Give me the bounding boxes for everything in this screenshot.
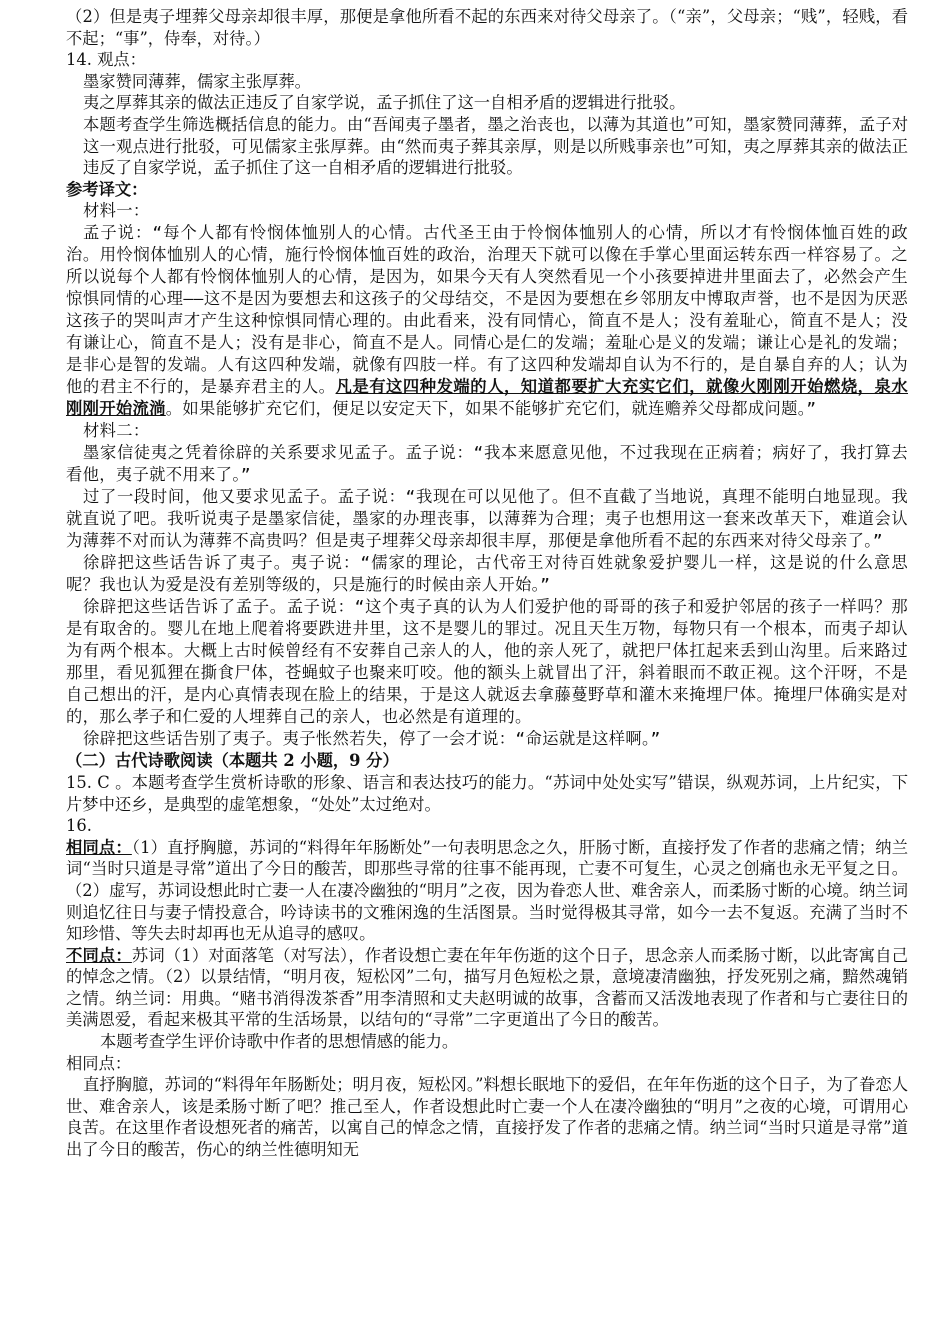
material-one-text xyxy=(66,222,908,420)
material-one-text-a: 孟子说：“每个人都有怜悯体恤别人的心情。古代圣王由于怜悯体恤别人的心情，所以才有怜悯体恤百姓的政治。用怜悯体恤别人的心情，施行怜悯体恤百姓的政治，治理天下就可以像在手掌心里面运转东西一样容易了。之所以说每个人都有怜悯体恤别人的心情，是因为，如果今天有人突然看见一个小孩要掉进井里面去了，必然会产生惊惧同情的心理——这不是因为要想去和这孩子的父母结交，不是因为要想在乡邻朋友中博取声誉，也不是因为厌恶这孩子的哭叫声才产生这种惊惧同情心理的。由此看来，没有同情心，简直不是人；没有羞耻心，简直不是人；没有谦让心，简直不是人；没有是非心，简直不是人。同情心是仁的发端；羞耻心是义的发端；谦让心是礼的发端；是非心是智的发端。人有这四种发端，就像有四肢一样。有了这四种发端却自认为不行的，是自暴自弃的人；认为他的君主不行的，是暴弃君主的人。 xyxy=(66,223,908,397)
material-two-para-5: 徐辟把这些话告别了夷子。夷子怅然若失，停了一会才说：“命运就是这样啊。” xyxy=(83,729,661,749)
material-two-para-2: 过了一段时间，他又要求见孟子。孟子说：“我现在可以见他了。但不直截了当地说，真理不能明白地显现。我就直说了吧。我听说夷子是墨家信徒，墨家的办理丧事，以薄葬为合理；夷子也想用这一套来改革天下，难道会认为薄葬不对而认为薄葬不高贵吗？但是夷子埋葬父母亲却很丰厚，那便是拿他所看不起的东西来对待父母亲了。” xyxy=(66,487,908,551)
q14-viewpoint-2: 夷之厚葬其亲的做法正违反了自家学说，孟子抓住了这一自相矛盾的逻辑进行批驳。 xyxy=(83,93,686,113)
q14-viewpoint-1: 墨家赞同薄葬，儒家主张厚葬。 xyxy=(83,71,311,91)
section-two-title: （二）古代诗歌阅读（本题共 2 小题，9 分） xyxy=(66,751,399,771)
q14-label: 14. 观点： xyxy=(66,50,146,70)
material-one-text-b: 。如果能够扩充它们，便足以安定天下，如果不能够扩充它们，就连赡养父母都成问题。” xyxy=(165,399,817,419)
diff-points-text: 苏词（1）对面落笔（对写法），作者设想亡妻在年年伤逝的这个日子，思念亲人而柔肠寸断，以此寄寓自己的悼念之情。（2）以景结情，“明月夜，短松冈”二句，描写月色短松之景，意境凄清幽独，抒发死别之痛，黯然魂销之情。纳兰词：用典。“赌书消得泼茶香”用李清照和丈夫赵明诚的故事，含蓄而又活泼地表现了作者和与亡妻往日的美满恩爱，看起来极其平常的生活场景，以结句的“寻常”二字更道出了今日的酸苦。 xyxy=(66,945,908,1030)
same-points-text: （1）直抒胸臆，苏词的“料得年年肠断处”一句表明思念之久，肝肠寸断，直接抒发了作者的悲痛之情；纳兰词“当时只道是寻常”道出了今日的酸苦，即那些寻常的往事不能再现，亡妻不可复生，心灵之创痛也永无平复之日。（2）虚写，苏词设想此时亡妻一人在凄冷幽独的“明月”之夜，因为眷恋人世、难舍亲人，而柔肠寸断的心境。纳兰词则追忆往日与妻子情投意合，吟诗读书的文雅闲逸的生活图景。当时觉得极其寻常，如今一去不复返。充满了当时不知珍惜、等失去时却再也无从追寻的感叹。 xyxy=(66,837,908,944)
same-points-text-2: 直抒胸臆，苏词的“料得年年肠断处；明月夜，短松冈。”料想长眠地下的爱侣，在年年伤逝的这个日子，为了眷恋人世、难舍亲人，该是柔肠寸断了吧？推己至人，作者设想此时亡妻一个人在凄冷幽独的“明月”之夜的心境，可谓用心良苦。在这里作者设想死者的痛苦，以寓自己的悼念之情，直接抒发了作者的悲痛之情。纳兰词“当时只道是寻常”道出了今日的酸苦，伤心的纳兰性德明知无 xyxy=(66,1075,908,1160)
material-two-para-4: 徐辟把这些话告诉了孟子。孟子说：“这个夷子真的认为人们爱护他的哥哥的孩子和爱护邻居的孩子一样吗？那是有取舍的。婴儿在地上爬着将要跌进井里，这不是婴儿的罪过。况且天生万物，每物只有一个根本，而夷子却认为有两个根本。大概上古时候曾经有不安葬自己亲人的人，他的亲人死了，就把尸体扛起来丢到山沟里。后来路过那里，看见狐狸在撕食尸体，苍蝇蚊子也聚来叮咬。他的额头上就冒出了汗，斜着眼而不敢正视。这个汗呀，不是自己想出的汗，是内心真情表现在脸上的结果，于是这人就返去拿藤蔓野草和灌木来掩埋尸体。掩埋尸体确实是对的，那么孝子和仁爱的人埋葬自己的亲人，也必然是有道理的。 xyxy=(66,597,908,727)
material-two-para-1: 墨家信徒夷之凭着徐辟的关系要求见孟子。孟子说：“我本来愿意见他，不过我现在正病着；病好了，我打算去看他，夷子就不用来了。” xyxy=(66,443,908,485)
material-two-para-3: 徐辟把这些话告诉了夷子。夷子说：“儒家的理论，古代帝王对待百姓就象爱护婴儿一样，这是说的什么意思呢？我也认为爱是没有差别等级的，只是施行的时候由亲人开始。” xyxy=(66,553,908,595)
q16-same-points xyxy=(66,837,908,945)
diff-points-label: 不同点： xyxy=(66,945,132,965)
q15-answer: 15. C 。本题考查学生赏析诗歌的形象、语言和表达技巧的能力。“苏词中处处实写”错误，纵观苏词，上片纪实，下片梦中还乡，是典型的虚笔想象，“处处”太过绝对。 xyxy=(66,772,908,814)
material-two-label: 材料二： xyxy=(83,421,150,441)
translation-title: 参考译文： xyxy=(66,179,148,199)
q16-diff-points xyxy=(66,945,908,1031)
q13-answer-2: （2）但是夷子埋葬父母亲却很丰厚，那便是拿他所看不起的东西来对待父母亲了。（“亲”，父母亲；“贱”，轻贱，看不起；“事”，侍奉，对待。） xyxy=(66,7,908,48)
same-points-label: 相同点： xyxy=(66,837,132,857)
material-one-label: 材料一： xyxy=(83,201,150,221)
same-points-label-2: 相同点： xyxy=(66,1053,132,1073)
q16-label: 16. xyxy=(66,816,92,836)
q14-analysis: 本题考查学生筛选概括信息的能力。由“吾闻夷子墨者，墨之治丧也，以薄为其道也”可知，墨家赞同薄葬，孟子对这一观点进行批驳，可见儒家主张厚葬。由“然而夷子葬其亲厚，则是以所贱事亲也”可知，夷之厚葬其亲的做法正违反了自家学说，孟子抓住了这一自相矛盾的逻辑进行批驳。 xyxy=(83,114,908,178)
material-one-bold-sentence: 凡是有这四种发端的人，知道都要扩大充实它们，就像火刚刚开始燃烧，泉水刚刚开始流淌 xyxy=(66,377,909,419)
document-page xyxy=(66,6,908,1161)
q16-analysis: 本题考查学生评价诗歌中作者的思想情感的能力。 xyxy=(100,1032,459,1052)
